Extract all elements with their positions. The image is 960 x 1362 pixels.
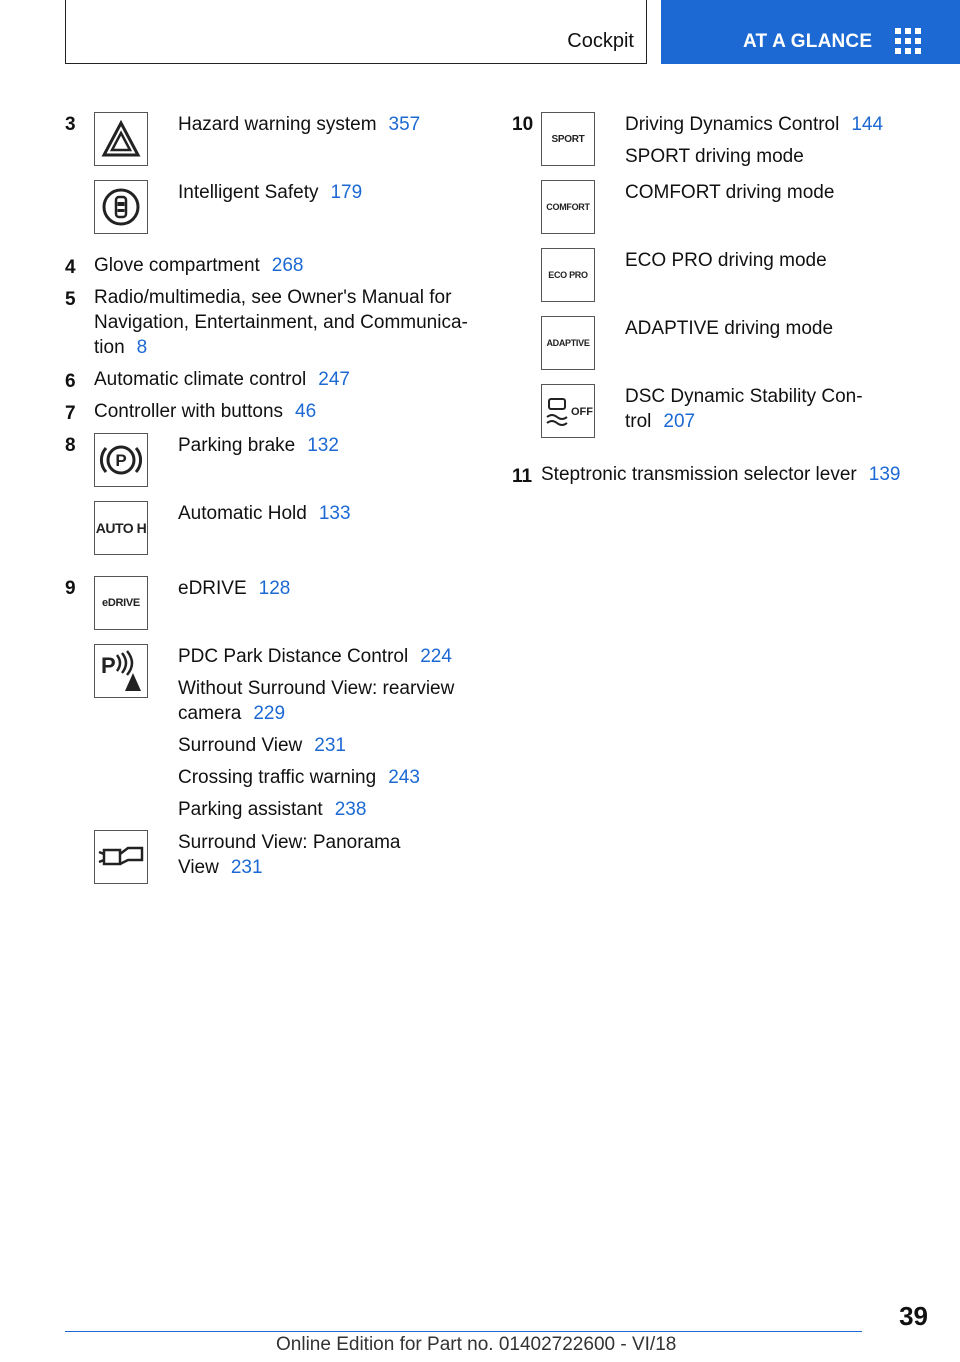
page-link[interactable]: 243 — [388, 767, 420, 788]
svg-text:P: P — [101, 653, 116, 678]
entry-text: Surround View — [178, 735, 303, 756]
right-column — [512, 110, 932, 494]
page-link[interactable]: 207 — [663, 411, 696, 432]
item-4-glove-compartment — [65, 253, 485, 278]
comfort-mode-icon — [541, 180, 595, 234]
entry-text: Automatic Hold — [178, 503, 307, 524]
entry-text: ADAPTIVE driving mode — [625, 318, 834, 339]
item-10-eco-pro — [512, 246, 932, 314]
icon-label: SPORT — [551, 133, 585, 145]
chapter-tab[interactable] — [661, 0, 960, 64]
section-title: Cockpit — [567, 30, 634, 52]
entry-text: Without Surround View: rearview — [178, 678, 455, 699]
item-11-steptronic — [512, 462, 932, 487]
item-10-sport — [512, 110, 932, 178]
page-link[interactable]: 229 — [253, 703, 286, 724]
page-link[interactable]: 231 — [230, 857, 263, 878]
page-link[interactable]: 133 — [318, 503, 351, 524]
item-number: 8 — [65, 435, 76, 456]
icon-label: ADAPTIVE — [546, 337, 590, 348]
entry-text: SPORT driving mode — [625, 146, 804, 167]
entry-text: PDC Park Distance Control — [178, 646, 409, 667]
auto-hold-icon — [94, 501, 148, 555]
svg-text:P: P — [115, 451, 127, 470]
item-number: 3 — [65, 114, 76, 135]
entry-text: Crossing traffic warning — [178, 767, 377, 788]
item-5-radio — [65, 285, 485, 360]
page-link[interactable]: 238 — [334, 799, 367, 820]
page-link[interactable]: 268 — [271, 255, 304, 276]
item-8-auto-hold — [65, 499, 485, 574]
parking-brake-icon — [94, 433, 148, 487]
page-link[interactable]: 128 — [258, 578, 291, 599]
item-9-panorama — [65, 828, 485, 896]
page-link[interactable]: 231 — [314, 735, 346, 756]
chapter-tab-label: AT A GLANCE — [743, 31, 873, 52]
entry-text: Automatic climate control — [94, 369, 307, 390]
icon-label: ECO PRO — [548, 269, 588, 280]
hazard-triangle-icon — [94, 112, 148, 166]
header-box — [65, 0, 647, 64]
icon-label: eDRIVE — [102, 596, 140, 609]
entry-text: Hazard warning system — [178, 114, 377, 135]
page-link[interactable]: 139 — [868, 464, 901, 485]
entry-text-3: tion — [94, 337, 125, 358]
item-number: 11 — [512, 466, 533, 487]
entry-text-1: Radio/multimedia, see Owner's Manual for — [94, 287, 452, 308]
item-number: 10 — [512, 114, 534, 135]
panorama-view-icon — [94, 830, 148, 884]
entry-text: Parking assistant — [178, 799, 323, 820]
page-link[interactable]: 224 — [420, 646, 452, 667]
item-9-edrive — [65, 574, 485, 642]
page-link[interactable]: 8 — [136, 337, 148, 358]
item-number: 7 — [65, 403, 76, 424]
item-10-dsc — [512, 382, 932, 462]
page-link[interactable]: 247 — [318, 369, 350, 390]
eco-pro-mode-icon — [541, 248, 595, 302]
icon-label: AUTO H — [95, 519, 147, 536]
item-number: 5 — [65, 289, 76, 310]
item-10-adaptive — [512, 314, 932, 382]
item-6-climate — [65, 367, 485, 392]
entry-text: Controller with buttons — [94, 401, 284, 422]
entry-text-2: Navigation, Entertainment, and Communica- — [94, 312, 468, 333]
item-3-intelligent-safety — [65, 178, 485, 253]
item-number: 6 — [65, 371, 76, 392]
edrive-icon — [94, 576, 148, 630]
entry-text: ECO PRO driving mode — [625, 250, 827, 271]
item-9-pdc — [65, 642, 485, 828]
icon-label: OFF — [571, 406, 593, 418]
item-7-controller — [65, 399, 485, 424]
page-link[interactable]: 179 — [330, 182, 363, 203]
adaptive-mode-icon — [541, 316, 595, 370]
item-8-parking-brake — [65, 431, 485, 499]
entry-text: Surround View: Panorama — [178, 832, 401, 853]
entry-text: Parking brake — [178, 435, 296, 456]
entry-text: COMFORT driving mode — [625, 182, 835, 203]
icon-label: COMFORT — [546, 201, 590, 212]
entry-text: camera — [178, 703, 242, 724]
intelligent-safety-icon — [94, 180, 148, 234]
entry-text: trol — [625, 411, 652, 432]
page-link[interactable]: 357 — [388, 114, 421, 135]
edition-note: Online Edition for Part no. 01402722600 - VI/18 — [276, 1334, 677, 1355]
sport-mode-icon — [541, 112, 595, 166]
entry-text: DSC Dynamic Stability Con- — [625, 386, 863, 407]
page-link[interactable]: 144 — [851, 114, 884, 135]
pdc-icon — [94, 644, 148, 698]
footer-divider — [65, 1331, 862, 1332]
page-link[interactable]: 132 — [307, 435, 339, 456]
item-number: 4 — [65, 257, 76, 278]
page-link[interactable]: 46 — [295, 401, 317, 422]
entry-text: Driving Dynamics Control — [625, 114, 840, 135]
page-number: 39 — [899, 1301, 928, 1331]
grid-menu-icon[interactable] — [895, 28, 921, 54]
entry-text: Glove compartment — [94, 255, 260, 276]
entry-text: eDRIVE — [178, 578, 247, 599]
entry-text: Steptronic transmission selector lever — [541, 464, 857, 485]
item-number: 9 — [65, 578, 76, 599]
entry-text: View — [178, 857, 219, 878]
entry-text: Intelligent Safety — [178, 182, 319, 203]
dsc-off-icon — [541, 384, 595, 438]
item-3-hazard — [65, 110, 485, 178]
item-10-comfort — [512, 178, 932, 246]
left-column — [65, 110, 485, 896]
